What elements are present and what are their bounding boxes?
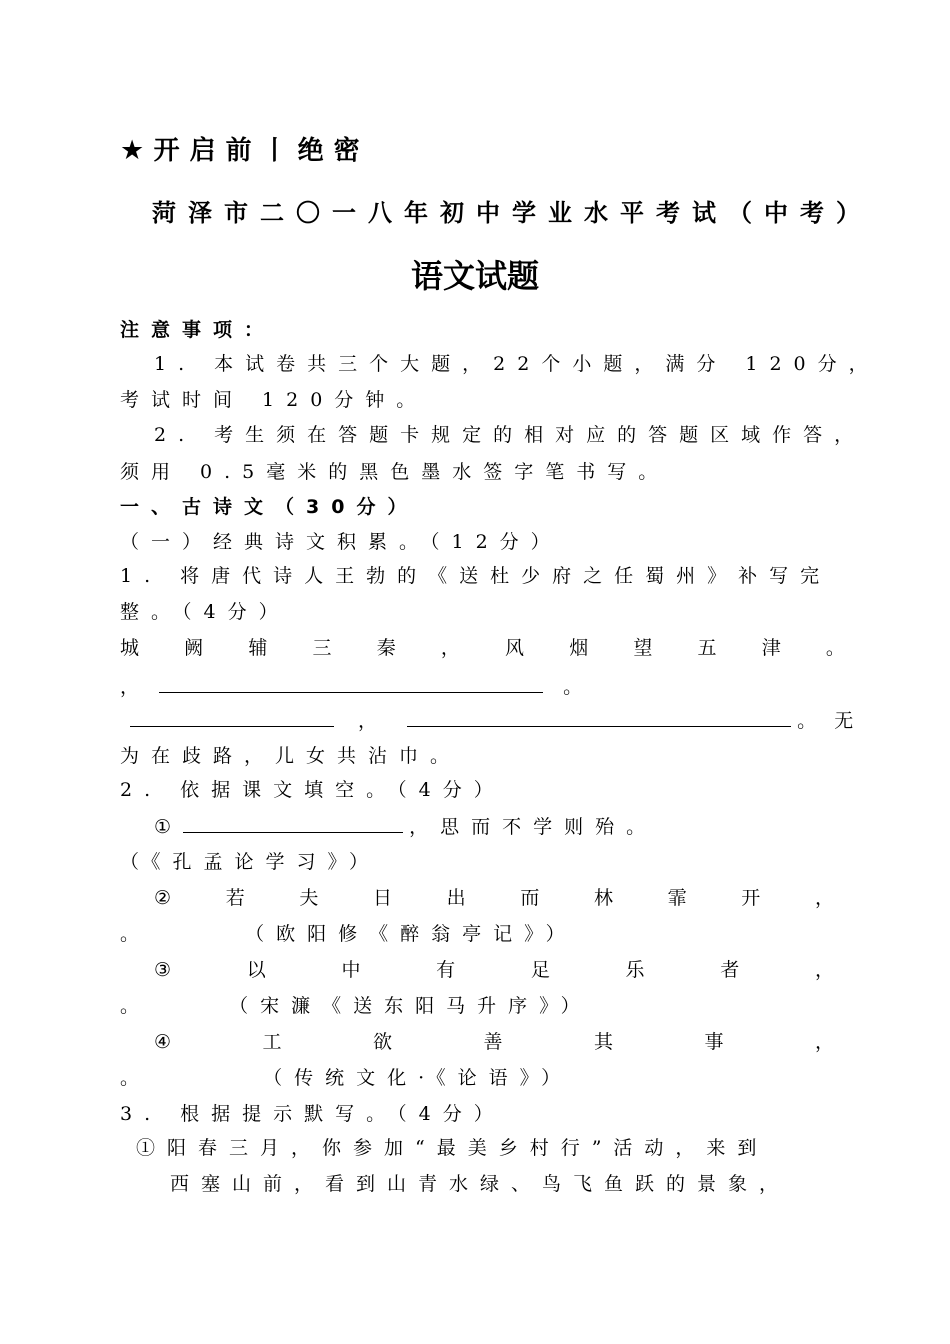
poem-char: 阙 <box>184 637 204 659</box>
circle-number: ① <box>154 816 172 838</box>
q2-item-4 <box>154 1030 834 1054</box>
subject-title: 语文试题 <box>410 257 539 295</box>
poem-char: 。 <box>825 637 845 659</box>
poem-last-line: 为在歧路，儿女共沾巾。 <box>120 745 462 767</box>
secret-label: 开启前丨绝密 <box>153 136 370 166</box>
text-char: 足 <box>530 959 550 981</box>
circle-number: ④ <box>154 1031 172 1053</box>
text-char: 若 <box>225 887 245 909</box>
question-1-text-cont: 整。（4分） <box>120 601 290 623</box>
notice-item-2b: 须用 0.5毫米的黑色墨水签字笔书写。 <box>120 461 670 483</box>
q2-item-1 <box>154 814 844 839</box>
period: 。 <box>120 1067 140 1089</box>
poem-char: 烟 <box>569 637 589 659</box>
text-char: 以 <box>246 959 266 981</box>
text-char: 开 <box>741 887 761 909</box>
period: 。 <box>797 710 817 732</box>
notice-item-2a: 2. 考生须在答题卡规定的相对应的答题区域作答， <box>154 424 866 446</box>
subsection-heading: （一）经典诗文积累。（12分） <box>120 531 562 553</box>
poem-char: 三 <box>312 637 332 659</box>
poem-char: 五 <box>697 637 717 659</box>
q2-item-3-source: （宋濂《送东阳马升序》） <box>229 995 592 1017</box>
exam-title: 菏泽市二〇一八年初中学业水平考试（中考） <box>152 199 872 227</box>
question-2-text: 2. 依据课文填空。（4分） <box>120 779 505 801</box>
text-char: 者 <box>720 959 740 981</box>
q2-item-4-source: （传统文化·《论语》） <box>263 1067 573 1089</box>
star-icon: ★ <box>120 135 145 166</box>
q2-item-2-source: （欧阳修《醉翁亭记》） <box>245 923 577 945</box>
text-char: 夫 <box>299 887 319 909</box>
poem-char: 无 <box>834 710 854 732</box>
poem-char: 城 <box>120 637 140 659</box>
text-char: 其 <box>593 1031 613 1053</box>
q3-item-1a: ①阳春三月，你参加“最美乡村行”活动，来到 <box>136 1137 769 1159</box>
answer-blank[interactable] <box>407 708 791 727</box>
q3-item-1b: 西塞山前，看到山青水绿、鸟飞鱼跃的景象， <box>170 1173 791 1195</box>
notice-item-1b: 考试时间 120分钟。 <box>120 389 428 411</box>
text-char: 林 <box>593 887 613 909</box>
q2-item-2 <box>154 886 834 910</box>
q2-item-3-source-line <box>120 994 845 1018</box>
poem-char: 辅 <box>248 637 268 659</box>
text-char: ， <box>814 1031 834 1053</box>
circle-number: ③ <box>154 959 172 981</box>
period: 。 <box>563 676 583 698</box>
text-char: 出 <box>446 887 466 909</box>
poem-char: 望 <box>633 637 653 659</box>
text-char: 有 <box>436 959 456 981</box>
notice-heading: 注意事项： <box>120 319 276 341</box>
answer-blank[interactable] <box>183 814 403 833</box>
poem-char: 秦 <box>376 637 396 659</box>
text-char: ， <box>814 959 834 981</box>
question-1-text: 1. 将唐代诗人王勃的《送杜少府之任蜀州》补写完 <box>120 565 832 587</box>
answer-blank[interactable] <box>130 708 334 727</box>
poem-blank-line-2 <box>120 708 854 733</box>
q2-item-2-source-line <box>120 922 845 946</box>
q2-item-4-source-line <box>120 1066 845 1090</box>
poem-char: 风 <box>505 637 525 659</box>
comma: ， <box>120 676 140 698</box>
text-char: ， <box>814 887 834 909</box>
text-char: 中 <box>341 959 361 981</box>
secret-header <box>120 134 845 168</box>
comma: ， <box>358 710 378 732</box>
text-char: 工 <box>262 1031 282 1053</box>
period: 。 <box>120 995 140 1017</box>
answer-blank[interactable] <box>159 674 543 693</box>
text-char: 而 <box>520 887 540 909</box>
poem-char: ， <box>440 637 460 659</box>
text-char: 日 <box>373 887 393 909</box>
q2-item-1-source: （《孔孟论学习》） <box>120 851 381 873</box>
poem-char: 津 <box>761 637 781 659</box>
period: 。 <box>120 923 140 945</box>
section-heading: 一、古诗文（30分） <box>120 496 419 518</box>
q2-item-1-text: ，思而不学则殆。 <box>409 816 658 838</box>
q2-item-3 <box>154 958 834 982</box>
text-char: 善 <box>483 1031 503 1053</box>
text-char: 霏 <box>667 887 687 909</box>
text-char: 乐 <box>625 959 645 981</box>
text-char: 欲 <box>373 1031 393 1053</box>
text-char: 事 <box>704 1031 724 1053</box>
poem-line-1 <box>120 636 845 660</box>
poem-blank-line-1 <box>120 674 845 699</box>
notice-item-1a: 1. 本试卷共三个大题，22个小题，满分 120分， <box>154 353 880 375</box>
question-3-text: 3. 根据提示默写。（4分） <box>120 1103 505 1125</box>
circle-number: ② <box>154 887 172 909</box>
